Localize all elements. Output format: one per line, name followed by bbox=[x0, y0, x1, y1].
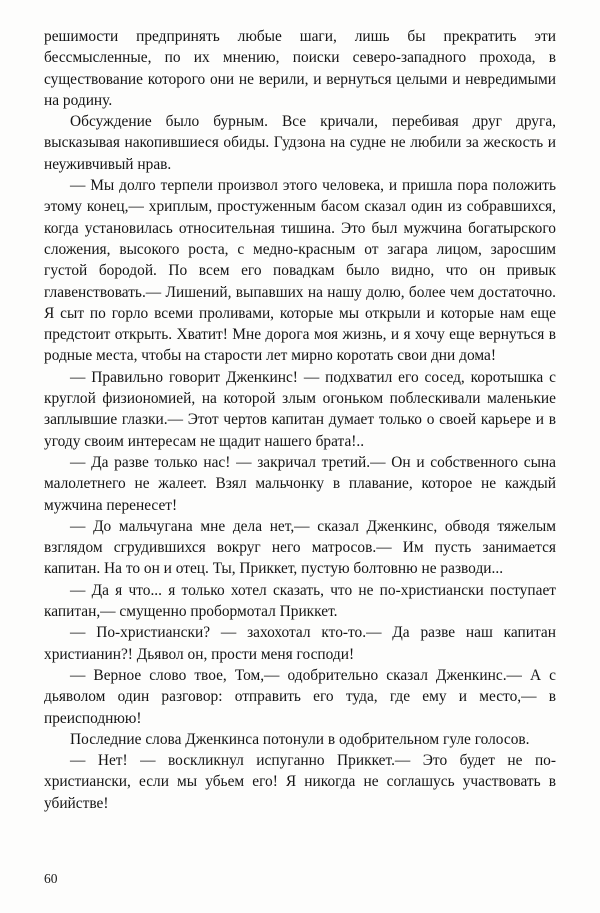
paragraph: Обсуждение было бурным. Все кричали, перебивая друг друга, высказывая накопившиеся обиды. Гудзона на судне не любили за жескость и неуживчивый нрав. bbox=[44, 113, 556, 173]
paragraph: решимости предпринять любые шаги, лишь бы прекратить эти бессмысленные, по их мнению, поиски северо-западного прохода, в существование которого они не верили, и вернуться целыми и невредимыми на родину. bbox=[44, 28, 556, 109]
paragraph: — До мальчугана мне дела нет,— сказал Дженкинс, обводя тяжелым взглядом сгрудившихся вокруг него матросов.— Им пусть занимается капитан. На то он и отец. Ты, Приккет, пустую болтовню не разводи... bbox=[44, 517, 556, 578]
paragraph: — Верное слово твое, Том,— одобрительно сказал Дженкинс.— А с дьяволом один разговор: отправить его туда, где ему и место,— в преисподнюю! bbox=[44, 666, 556, 727]
paragraph: — По-христиански? — захохотал кто-то.— Да разве наш капитан христианин?! Дьявол он, прости меня господи! bbox=[44, 624, 556, 663]
paragraph: Последние слова Дженкинса потонули в одобрительном гуле голосов. bbox=[70, 730, 530, 748]
paragraph: — Да разве только нас! — закричал третий.— Он и собственного сына малолетнего не жалеет. Взял мальчонку в плавание, которое не каждый мужчина перенесет! bbox=[44, 453, 556, 514]
paragraph: — Да я что... я только хотел сказать, что не по-христиански поступает капитан,— смущенно пробормотал Приккет. bbox=[44, 581, 556, 621]
page-body bbox=[44, 26, 556, 814]
paragraph: — Правильно говорит Дженкинс! — подхватил его сосед, коротышка с круглой физиономией, на которой злым огоньком поблескивали маленькие заплывшие глазки.— Этот чертов капитан думает только о своей карьере и в угоду своим интересам не щадит нашего брата!.. bbox=[44, 368, 556, 450]
page-number: 60 bbox=[44, 871, 58, 886]
paragraph: — Мы долго терпели произвол этого человека, и пришла пора положить этому конец,— хриплым, простуженным басом сказал один из собравшихся, когда установилась относительная тишина. Это был мужчина богатырского сложения, высокого роста, с медно-красным от загара лицом, заросшим густой бородой. По всем его повадкам было видно, что он привык главенствовать.— Лишений, выпавших на нашу долю, более чем достаточно. Я сыт по горло всеми проливами, которые мы открыли и которые нам еще предстоит открыть. Хватит! Мне дорога моя жизнь, и я хочу еще вернуться в родные места, чтобы на старости лет мирно коротать свои дни дома! bbox=[44, 177, 556, 365]
paragraph: — Нет! — воскликнул испуганно Приккет.— Это будет не по-христиански, если мы убьем его! Я никогда не соглашусь участвовать в убийстве! bbox=[44, 752, 556, 812]
